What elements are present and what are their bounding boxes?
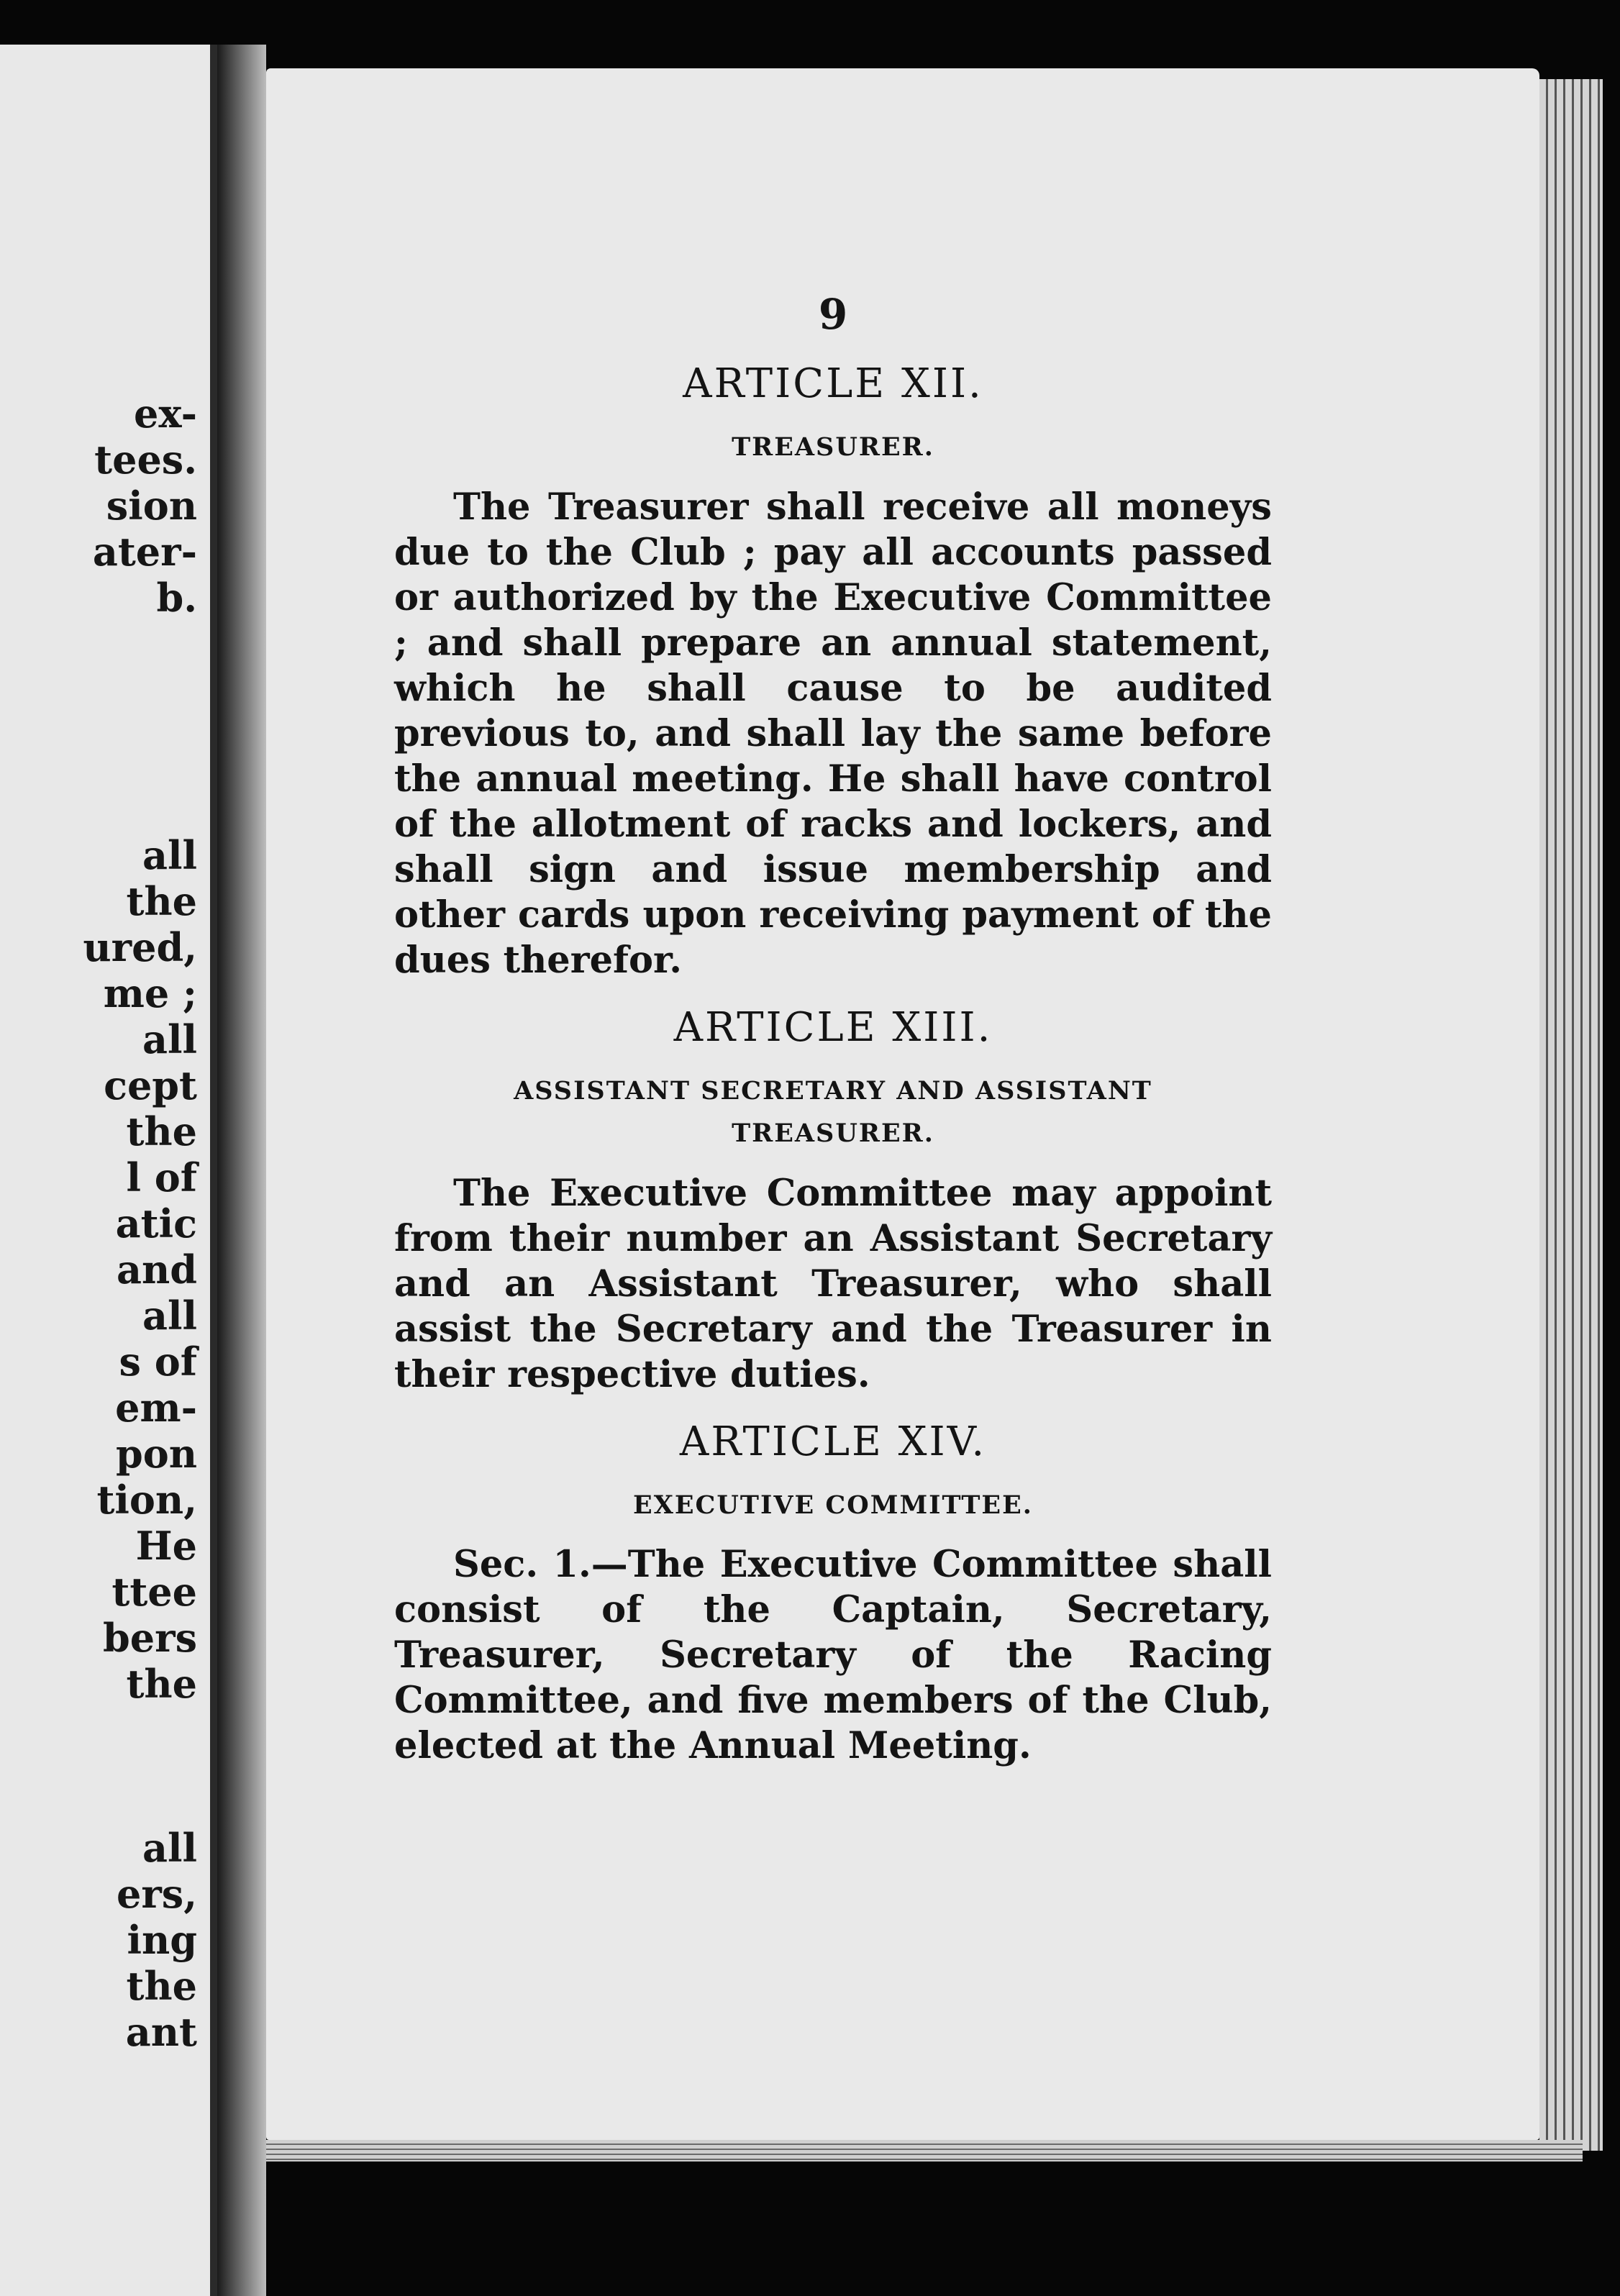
- left-page-line: ater-: [92, 529, 197, 575]
- left-page-line: ers,: [116, 1871, 197, 1917]
- article-xiv: [394, 1418, 1272, 1769]
- article-subtitle: [394, 1070, 1272, 1155]
- left-page-line: atic: [115, 1201, 197, 1247]
- left-page-line: pon: [115, 1431, 197, 1477]
- left-page-line: ant: [125, 2009, 197, 2055]
- left-page-line: tees.: [94, 437, 197, 483]
- left-page-line: He: [135, 1523, 197, 1569]
- left-page-line: em-: [115, 1385, 197, 1431]
- article-subtitle-line: TREASURER.: [732, 1119, 934, 1148]
- left-page-line: b.: [156, 575, 197, 621]
- article-subtitle-line: EXECUTIVE COMMITTEE.: [633, 1490, 1033, 1520]
- left-page-line: all: [142, 1016, 197, 1062]
- bottom-page-edges: [266, 2140, 1583, 2161]
- left-page-line: all: [142, 1293, 197, 1339]
- left-page-line: the: [126, 1108, 197, 1154]
- left-page-line: all: [142, 832, 197, 878]
- left-page-line: the: [126, 1963, 197, 2009]
- left-page-line: ttee: [112, 1569, 197, 1615]
- article-xii: [394, 360, 1272, 983]
- left-page-line: tion,: [96, 1477, 197, 1523]
- book-gutter: [217, 45, 266, 2296]
- article-body: The Executive Committee may appoint from their number an Assistant Secretary and an Assistant Treasurer, who shall assist the Secretary and the Treasurer in their respective duties.: [394, 1171, 1272, 1396]
- article-title: ARTICLE XII.: [683, 360, 983, 407]
- article-subtitle: [394, 426, 1272, 469]
- article-subtitle: [394, 1484, 1272, 1527]
- article-title: ARTICLE XIV.: [679, 1418, 987, 1465]
- page-number: 9: [818, 290, 848, 339]
- left-page-line: ing: [127, 1917, 197, 1963]
- article-body: The Treasurer shall receive all moneys due to the Club ; pay all accounts passed or authorized by the Executive Committee ; and shall prepare an annual statement, which he shall cause to be audited previous to, and shall lay the same before the annual meeting. He shall have control of the allotment of racks and lockers, and shall sign and issue membership and other cards upon receiving payment of the dues therefor.: [394, 485, 1272, 982]
- left-page-line: the: [126, 1661, 197, 1707]
- left-page-line: sion: [106, 483, 197, 529]
- page-content: [394, 290, 1272, 1793]
- article-body: Sec. 1.—The Executive Committee shall consist of the Captain, Secretary, Treasurer, Secretary of the Racing Committee, and five members of the Club, elected at the Annual Meeting.: [394, 1543, 1272, 1767]
- left-page-line: l of: [126, 1154, 197, 1201]
- left-page: [0, 45, 217, 2296]
- article-title: ARTICLE XIII.: [673, 1003, 993, 1051]
- left-page-line: ured,: [83, 924, 197, 970]
- article-subtitle-line: TREASURER.: [732, 432, 934, 462]
- article-subtitle-line: ASSISTANT SECRETARY AND ASSISTANT: [514, 1075, 1152, 1106]
- left-page-line: and: [116, 1247, 197, 1293]
- article-xiii: [394, 1003, 1272, 1398]
- page-edges: [1539, 79, 1603, 2151]
- left-page-line: cept: [104, 1062, 197, 1108]
- left-page-line: the: [126, 878, 197, 924]
- left-page-line: s of: [119, 1339, 197, 1385]
- left-page-line: ex-: [133, 391, 197, 437]
- left-page-line: all: [142, 1825, 197, 1871]
- left-page-line: me ;: [103, 970, 197, 1016]
- left-page-line: bers: [103, 1615, 197, 1661]
